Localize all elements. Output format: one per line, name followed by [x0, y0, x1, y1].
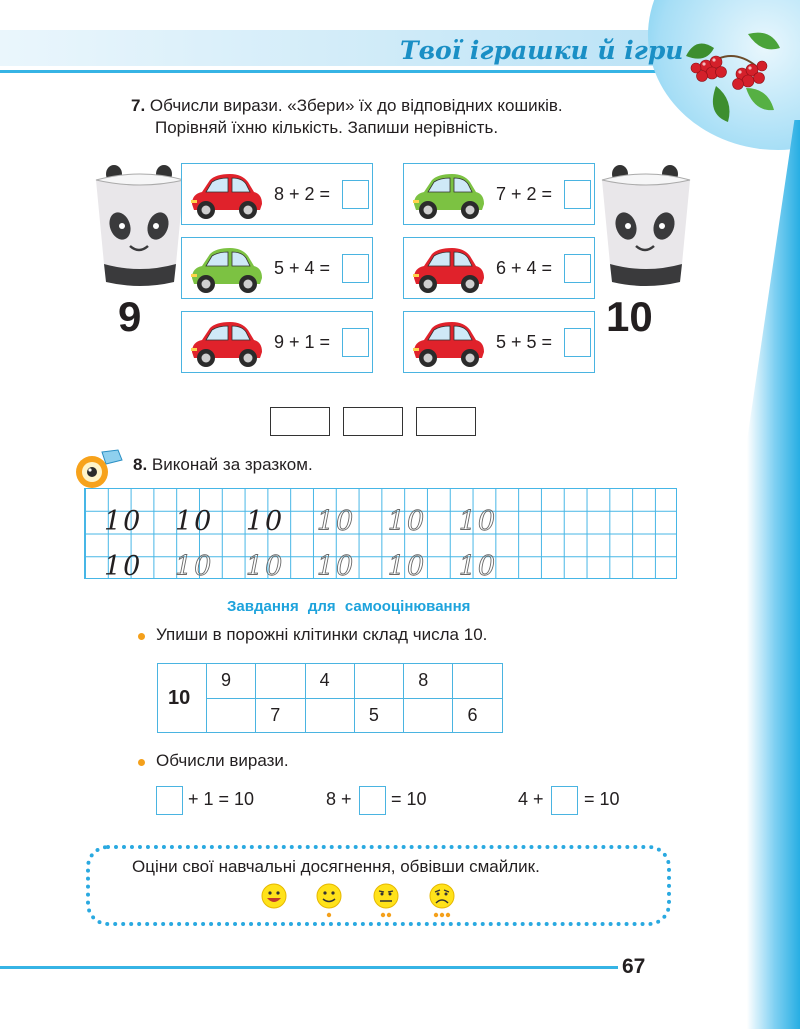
card-expression: 5 + 4 = — [274, 258, 331, 278]
expression-2-right: = 10 — [391, 789, 427, 809]
answer-box[interactable] — [551, 786, 578, 815]
table-cell: 9 — [207, 664, 256, 699]
answer-box[interactable] — [342, 180, 369, 209]
sample-digits: 10 10 10 — [104, 506, 285, 537]
card-expression: 6 + 4 = — [496, 258, 553, 278]
smiley-neutral-icon[interactable] — [370, 882, 402, 920]
red-car-icon — [410, 244, 486, 294]
inequality-box[interactable] — [416, 407, 476, 436]
grid-row-2 — [104, 551, 497, 582]
answer-box[interactable] — [342, 254, 369, 283]
section-title: Твої іграшки й ігри — [400, 36, 684, 65]
answer-box[interactable] — [564, 180, 591, 209]
red-car-icon — [188, 170, 264, 220]
table-cell: 6 — [453, 698, 502, 733]
table-cell-empty[interactable] — [453, 664, 502, 699]
left-basket-number: 9 — [118, 293, 142, 340]
bullet-1-text: Упиши в порожні клітинки склад числа 10. — [156, 625, 488, 644]
card-expression: 9 + 1 = — [274, 332, 331, 352]
table-cell: 8 — [404, 664, 453, 699]
table-cell: 7 — [256, 698, 305, 733]
table-cell: 4 — [305, 664, 354, 699]
red-car-icon — [188, 318, 264, 368]
expression-3-right: = 10 — [584, 789, 620, 809]
smiley-smile-icon[interactable] — [313, 882, 345, 920]
table-cell-empty[interactable] — [404, 698, 453, 733]
inequality-box[interactable] — [270, 407, 330, 436]
inequality-box[interactable] — [343, 407, 403, 436]
answer-box[interactable] — [564, 328, 591, 357]
answer-box[interactable] — [342, 328, 369, 357]
panda-basket-left — [92, 164, 188, 288]
car-card — [403, 163, 595, 225]
car-card — [181, 237, 373, 299]
task-7-line-1: Обчисли вирази. «Збери» їх до відповідних кошиків. — [149, 96, 563, 115]
bullet-dot — [138, 633, 145, 640]
composition-head: 10 — [158, 664, 207, 733]
card-expression: 7 + 2 = — [496, 184, 553, 204]
self-assessment-title: Завдання для самооцінювання — [227, 598, 471, 615]
observe-eye-icon — [72, 448, 124, 490]
car-card — [181, 311, 373, 373]
card-expression: 5 + 5 = — [496, 332, 553, 352]
header-rule — [0, 70, 680, 73]
answer-box[interactable] — [564, 254, 591, 283]
bullet-dot — [138, 759, 145, 766]
grid-row-1 — [104, 506, 497, 537]
expression-3-left: 4 + — [518, 789, 544, 809]
right-basket-number: 10 — [606, 293, 653, 340]
number-composition-table — [157, 663, 503, 733]
green-car-icon — [410, 170, 486, 220]
page-number: 67 — [622, 955, 646, 978]
panda-basket-right — [598, 164, 694, 288]
table-cell-empty[interactable] — [305, 698, 354, 733]
table-cell-empty[interactable] — [354, 664, 403, 699]
sample-digits: 10 — [104, 551, 143, 582]
answer-box[interactable] — [156, 786, 183, 815]
card-expression: 8 + 2 = — [274, 184, 331, 204]
task-7-text — [131, 95, 563, 139]
table-cell-empty[interactable] — [207, 698, 256, 733]
task-8-text — [133, 454, 313, 476]
footer-rule — [0, 966, 618, 969]
task-7-line-2: Порівняй їхню кількість. Запиши нерівність. — [155, 118, 499, 137]
self-rating-text: Оціни свої навчальні досягнення, обвівши смайлик. — [132, 857, 540, 876]
expression-1: + 1 = 10 — [188, 789, 255, 809]
task-number: 8. — [133, 455, 148, 474]
task-number: 7. — [131, 96, 146, 115]
traced-digits: 10 10 10 — [316, 506, 498, 537]
task-8-instruction: Виконай за зразком. — [151, 455, 313, 474]
answer-box[interactable] — [359, 786, 386, 815]
smiley-sad-icon[interactable] — [426, 882, 458, 920]
red-car-icon — [410, 318, 486, 368]
car-card — [181, 163, 373, 225]
bullet-2-text: Обчисли вирази. — [156, 751, 289, 770]
table-cell-empty[interactable] — [256, 664, 305, 699]
car-card — [403, 311, 595, 373]
table-cell: 5 — [354, 698, 403, 733]
traced-digits: 10 10 10 10 10 — [174, 551, 498, 582]
expression-2-left: 8 + — [326, 789, 352, 809]
smiley-happy-icon[interactable] — [258, 882, 290, 920]
car-card — [403, 237, 595, 299]
viburnum-berries-icon — [676, 26, 786, 124]
green-car-icon — [188, 244, 264, 294]
